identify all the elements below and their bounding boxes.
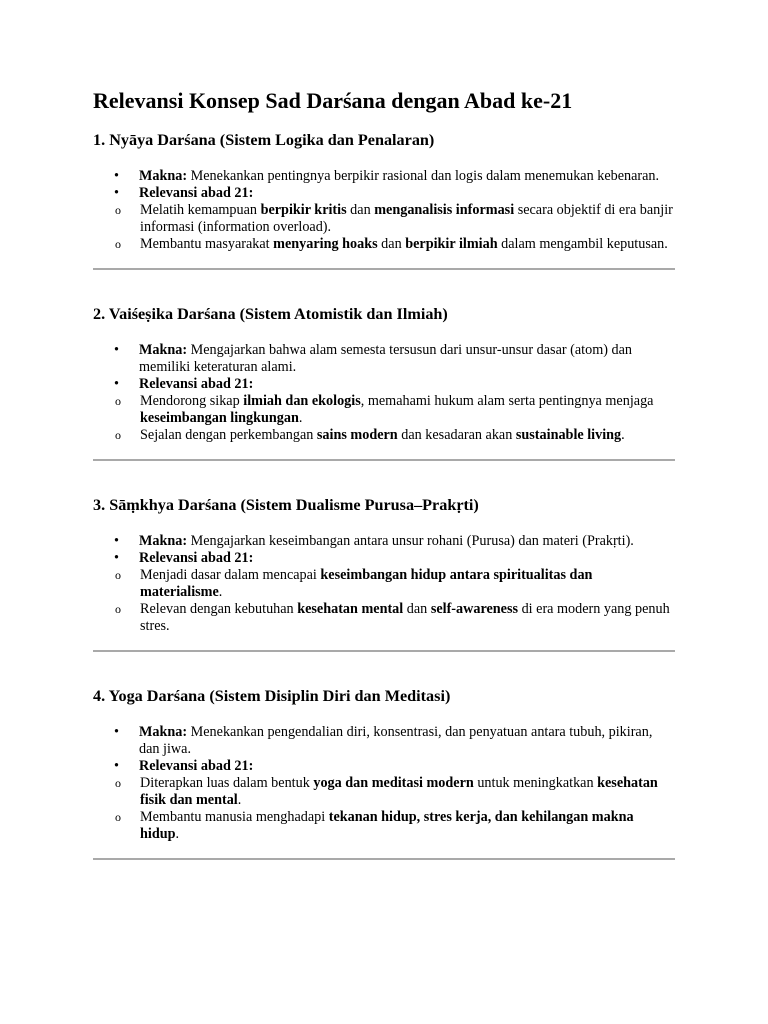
text-run: Diterapkan luas dalam bentuk — [140, 775, 314, 791]
sub-list-item — [93, 393, 675, 427]
text-run: . — [298, 410, 303, 426]
text-run: dalam mengambil keputusan. — [497, 236, 668, 252]
bold-run: berpikir kritis — [260, 202, 347, 218]
text-run: Mendorong sikap — [140, 393, 244, 409]
text-run: Sejalan dengan perkembangan — [140, 427, 317, 443]
sub-list-item — [93, 809, 675, 843]
text-run: Melatih kemampuan — [140, 202, 261, 218]
section-divider — [93, 268, 675, 270]
sub-list — [93, 775, 675, 843]
sub-list-item — [93, 202, 675, 236]
text-run: . — [175, 826, 180, 842]
relevansi-label: Relevansi abad 21: — [139, 550, 254, 566]
bold-run: tekanan hidup, stres kerja, dan kehilangan makna hidup — [140, 809, 634, 842]
page-title: Relevansi Konsep Sad Darśana dengan Abad ke-21 — [93, 88, 573, 113]
sub-list-item — [93, 775, 675, 809]
section-divider — [93, 459, 675, 461]
list-item-makna — [93, 724, 675, 758]
text-run: untuk meningkatkan — [473, 775, 598, 791]
document-page — [93, 86, 675, 860]
makna-text: Menekankan pentingnya berpikir rasional dan logis dalam menemukan kebenaran. — [187, 168, 660, 184]
makna-label: Makna: — [139, 533, 188, 549]
text-run: dan kesadaran akan — [397, 427, 516, 443]
list-item-makna — [93, 168, 675, 185]
list-item-makna — [93, 342, 675, 376]
bullet-list — [93, 533, 675, 635]
text-run: dan — [403, 601, 431, 617]
section-heading: 1. Nyāya Darśana (Sistem Logika dan Penalaran) — [93, 131, 435, 149]
text-run: Membantu masyarakat — [140, 236, 274, 252]
text-run: Relevan dengan kebutuhan — [140, 601, 298, 617]
section-heading: 3. Sāṃkhya Darśana (Sistem Dualisme Purusa–Prakṛti) — [93, 496, 479, 514]
text-run: , memahami hukum alam serta pentingnya menjaga — [360, 393, 654, 409]
list-item-makna — [93, 533, 675, 550]
makna-label: Makna: — [139, 168, 188, 184]
relevansi-label: Relevansi abad 21: — [139, 185, 254, 201]
list-item-relevansi — [93, 550, 675, 635]
section-samkhya — [93, 494, 675, 652]
bold-run: menganalisis informasi — [374, 202, 515, 218]
section-heading: 4. Yoga Darśana (Sistem Disiplin Diri dan Meditasi) — [93, 687, 451, 705]
makna-label: Makna: — [139, 342, 188, 358]
makna-label: Makna: — [139, 724, 188, 740]
relevansi-label: Relevansi abad 21: — [139, 758, 254, 774]
text-run: . — [237, 792, 242, 808]
section-nyaya — [93, 129, 675, 270]
bullet-list — [93, 724, 675, 843]
bold-run: keseimbangan lingkungan — [140, 410, 299, 426]
sub-list-item — [93, 427, 675, 444]
bullet-list — [93, 168, 675, 253]
sub-list — [93, 202, 675, 253]
section-divider — [93, 650, 675, 652]
text-run: secara objektif di era banjir informasi (information overload). — [140, 202, 673, 235]
text-run: . — [218, 584, 223, 600]
relevansi-label: Relevansi abad 21: — [139, 376, 254, 392]
text-run: dan — [377, 236, 406, 252]
section-divider — [93, 858, 675, 860]
bold-run: self-awareness — [430, 601, 519, 617]
text-run: dan — [346, 202, 375, 218]
bold-run: keseimbangan hidup antara spiritualitas dan materialisme — [140, 567, 593, 600]
text-run: . — [621, 427, 625, 443]
list-item-relevansi — [93, 185, 675, 253]
bold-run: yoga dan meditasi modern — [313, 775, 474, 791]
sub-list-item — [93, 601, 675, 635]
section-yoga — [93, 685, 675, 860]
text-run: di era modern yang penuh stres. — [140, 601, 670, 634]
sub-list-item — [93, 236, 675, 253]
bold-run: berpikir ilmiah — [405, 236, 498, 252]
sub-list-item — [93, 567, 675, 601]
makna-text: Mengajarkan keseimbangan antara unsur rohani (Purusa) dan materi (Prakṛti). — [187, 533, 634, 549]
bold-run: kesehatan mental — [297, 601, 404, 617]
list-item-relevansi — [93, 376, 675, 444]
bold-run: sains modern — [316, 427, 398, 443]
section-vaisesika — [93, 303, 675, 461]
section-heading: 2. Vaiśeṣika Darśana (Sistem Atomistik dan Ilmiah) — [93, 305, 448, 323]
bullet-list — [93, 342, 675, 444]
bold-run: ilmiah dan ekologis — [243, 393, 361, 409]
makna-text: Mengajarkan bahwa alam semesta tersusun dari unsur-unsur dasar (atom) dan memiliki keteraturan alami. — [139, 342, 632, 375]
bold-run: kesehatan fisik dan mental — [140, 775, 658, 808]
makna-text: Menekankan pengendalian diri, konsentrasi, dan penyatuan antara tubuh, pikiran, dan jiwa. — [139, 724, 653, 757]
sub-list — [93, 393, 675, 444]
text-run: Menjadi dasar dalam mencapai — [140, 567, 321, 583]
text-run: Membantu manusia menghadapi — [140, 809, 329, 825]
bold-run: sustainable living — [515, 427, 622, 443]
bold-run: menyaring hoaks — [273, 236, 378, 252]
list-item-relevansi — [93, 758, 675, 843]
sub-list — [93, 567, 675, 635]
